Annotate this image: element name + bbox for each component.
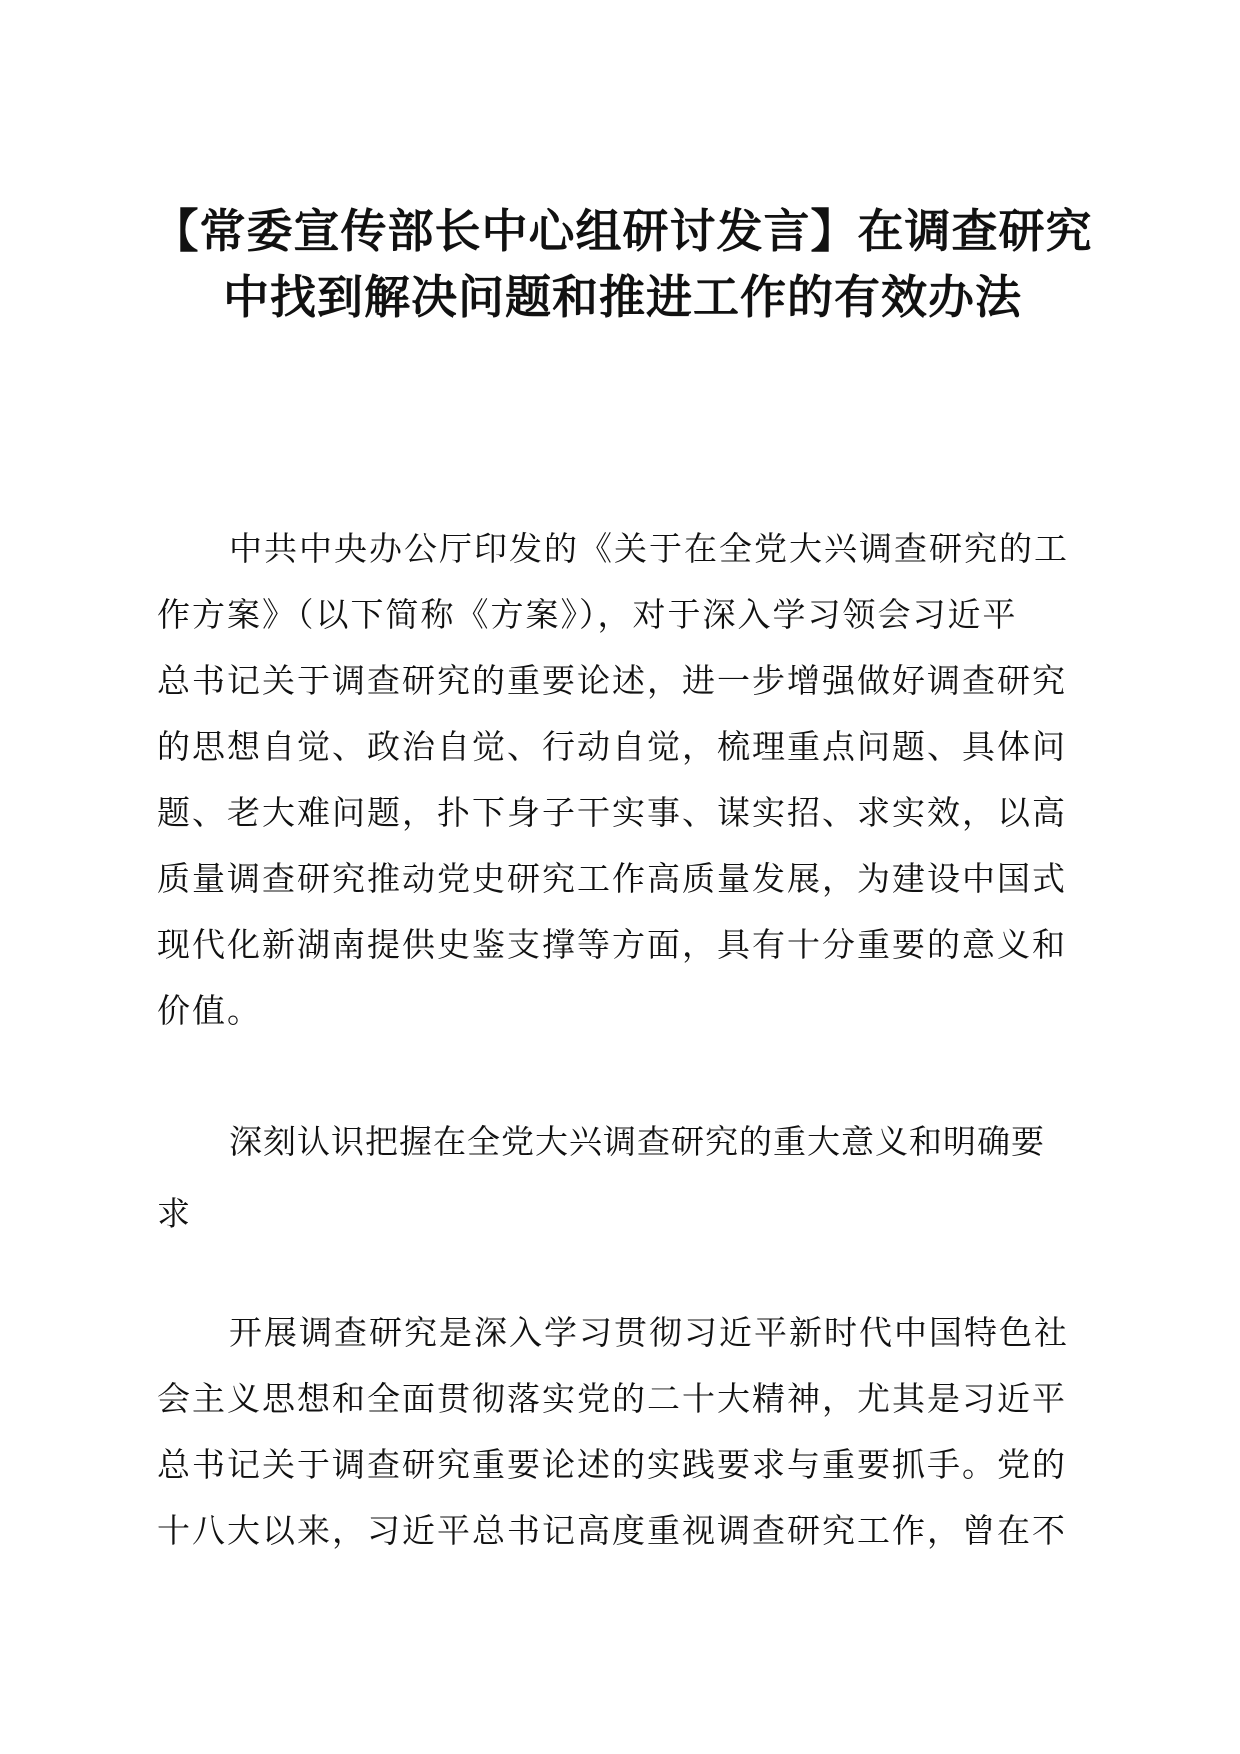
document-title — [150, 198, 1095, 330]
paragraph-line: 题、老大难问题，扑下身子干实事、谋实招、求实效，以高 — [157, 793, 1067, 832]
paragraph-line: 总书记关于调查研究的重要论述，进一步增强做好调查研究 — [157, 661, 1067, 700]
section-heading — [157, 1106, 1081, 1250]
paragraph-line: 的思想自觉、政治自觉、行动自觉，梳理重点问题、具体问 — [157, 727, 1067, 766]
paragraph-line: 中共中央办公厅印发的《关于在全党大兴调查研究的工 — [229, 529, 1069, 568]
paragraph-line: 会主义思想和全面贯彻落实党的二十大精神，尤其是习近平 — [157, 1379, 1067, 1418]
paragraph-line: 价值。 — [157, 991, 262, 1030]
title-line: 【常委宣传部长中心组研讨发言】在调查研究 — [152, 204, 1093, 258]
heading-line: 求 — [157, 1194, 191, 1233]
paragraph-line: 现代化新湖南提供史鉴支撑等方面，具有十分重要的意义和 — [157, 925, 1067, 964]
paragraph-line: 十八大以来，习近平总书记高度重视调查研究工作，曾在不 — [157, 1511, 1067, 1550]
paragraph-line: 质量调查研究推动党史研究工作高质量发展，为建设中国式 — [157, 859, 1067, 898]
paragraph-line: 作方案》（以下简称《方案》），对于深入学习领会习近平 — [157, 595, 1018, 634]
body-paragraph — [157, 1300, 1081, 1564]
title-line: 中找到解决问题和推进工作的有效办法 — [223, 270, 1022, 324]
paragraph-line: 开展调查研究是深入学习贯彻习近平新时代中国特色社 — [229, 1313, 1069, 1352]
heading-line: 深刻认识把握在全党大兴调查研究的重大意义和明确要 — [229, 1122, 1045, 1161]
intro-paragraph — [157, 516, 1081, 1044]
paragraph-line: 总书记关于调查研究重要论述的实践要求与重要抓手。党的 — [157, 1445, 1067, 1484]
